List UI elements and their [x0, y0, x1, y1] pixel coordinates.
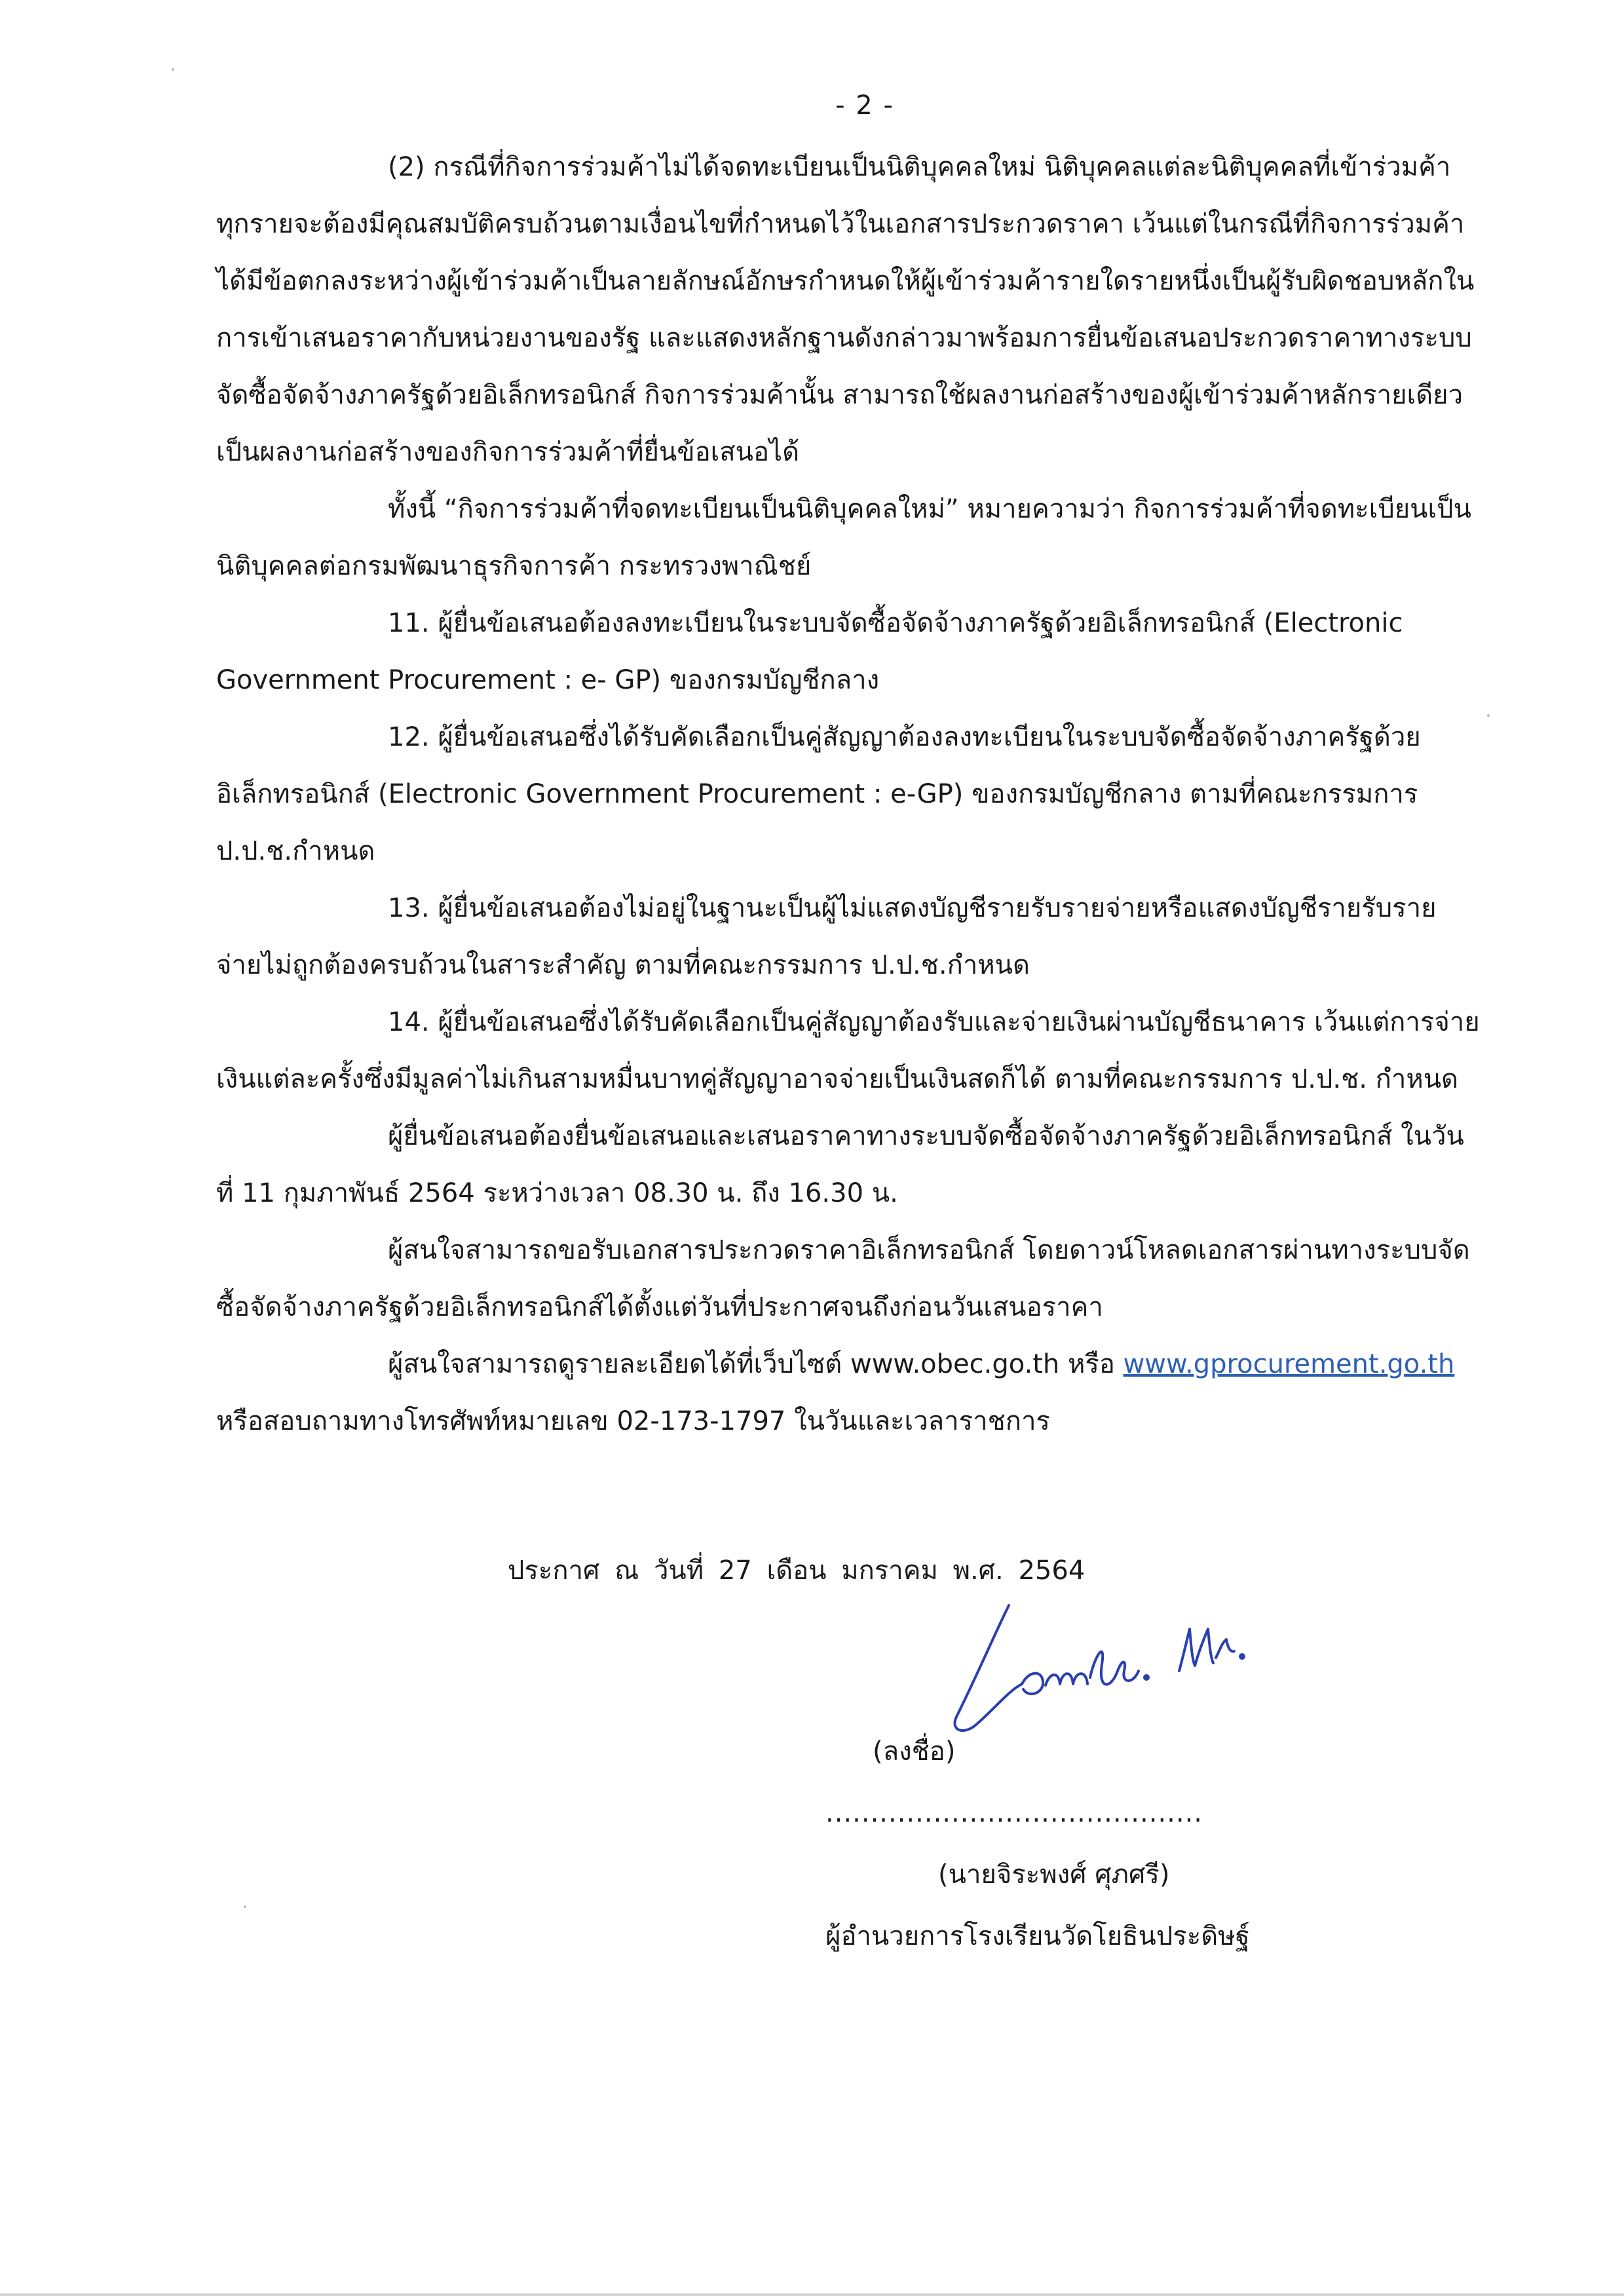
- paragraph-item-12: 12. ผู้ยื่นข้อเสนอซึ่งได้รับคัดเลือกเป็นคู่สัญญาต้องลงทะเบียนในระบบจัดซื้อจัดจ้างภาครัฐด้วยอิเล็กทรอนิกส์ (Electronic Government Procurement : e-GP) ของกรมบัญชีกลาง ตามที่คณะกรรมการ ป.ป.ช.กำหนด: [216, 722, 1421, 866]
- signature-line: [825, 1721, 1323, 1844]
- paragraph-document-download: ผู้สนใจสามารถขอรับเอกสารประกวดราคาอิเล็กทรอนิกส์ โดยดาวน์โหลดเอกสารผ่านทางระบบจัดซื้อจัดจ้างภาครัฐด้วยอิเล็กทรอนิกส์ได้ตั้งแต่วันที่ประกาศจนถึงก่อนวันเสนอราคา: [216, 1235, 1470, 1322]
- contact-text-before: ผู้สนใจสามารถดูรายละเอียดได้ที่เว็บไซต์ www.obec.go.th หรือ: [388, 1349, 1124, 1379]
- scan-speck: [1487, 714, 1490, 717]
- announcement-dateline: ประกาศ ณ วันที่ 27 เดือน มกราคม พ.ศ. 2564: [508, 1556, 1086, 1586]
- scan-speck: [244, 1905, 246, 1908]
- paragraph-item-13: 13. ผู้ยื่นข้อเสนอต้องไม่อยู่ในฐานะเป็นผู้ไม่แสดงบัญชีรายรับรายจ่ายหรือแสดงบัญชีรายรับรายจ่ายไม่ถูกต้องครบถ้วนในสาระสำคัญ ตามที่คณะกรรมการ ป.ป.ช.กำหนด: [216, 893, 1437, 980]
- paragraph-submission-date: ผู้ยื่นข้อเสนอต้องยื่นข้อเสนอและเสนอราคาทางระบบจัดซื้อจัดจ้างภาครัฐด้วยอิเล็กทรอนิกส์ ในวันที่ 11 กุมภาพันธ์ 2564 ระหว่างเวลา 08.30 น. ถึง 16.30 น.: [216, 1121, 1464, 1208]
- signatory-name: (นายจิระพงศ์ ศุภศรี): [938, 1860, 1170, 1890]
- page-number: - 2 -: [835, 90, 894, 121]
- gprocurement-link[interactable]: www.gprocurement.go.th: [1123, 1349, 1455, 1379]
- paragraph-contact: [216, 1336, 1481, 1450]
- signatory-position: ผู้อำนวยการโรงเรียนวัดโยธินประดิษฐ์: [825, 1921, 1250, 1951]
- signature-dotted-line: ..........................................: [825, 1798, 1203, 1828]
- paragraph-item-11: 11. ผู้ยื่นข้อเสนอต้องลงทะเบียนในระบบจัดซื้อจัดจ้างภาครัฐด้วยอิเล็กทรอนิกส์ (Electronic Government Procurement : e- GP) ของกรมบัญชีกลาง: [216, 608, 1403, 695]
- handwritten-signature: [930, 1579, 1336, 1743]
- contact-text-after: หรือสอบถามทางโทรศัพท์หมายเลข 02-173-1797 ในวันและเวลาราชการ: [216, 1406, 1050, 1436]
- signature-block: [825, 1721, 1323, 1967]
- paragraph-joint-venture-definition: ทั้งนี้ “กิจการร่วมค้าที่จดทะเบียนเป็นนิติบุคคลใหม่” หมายความว่า กิจการร่วมค้าที่จดทะเบียนเป็นนิติบุคคลต่อกรมพัฒนาธุรกิจการค้า กระทรวงพาณิชย์: [216, 494, 1471, 581]
- document-body: [216, 139, 1481, 1450]
- paragraph-item-14: 14. ผู้ยื่นข้อเสนอซึ่งได้รับคัดเลือกเป็นคู่สัญญาต้องรับและจ่ายเงินผ่านบัญชีธนาคาร เว้นแต่การจ่ายเงินแต่ละครั้งซึ่งมีมูลค่าไม่เกินสามหมื่นบาทคู่สัญญาอาจจ่ายเป็นเงินสดก็ได้ ตามที่คณะกรรมการ ป.ป.ช. กำหนด: [216, 1007, 1480, 1094]
- paragraph-joint-venture-clause: (2) กรณีที่กิจการร่วมค้าไม่ได้จดทะเบียนเป็นนิติบุคคลใหม่ นิติบุคคลแต่ละนิติบุคคลที่เข้าร่วมค้าทุกรายจะต้องมีคุณสมบัติครบถ้วนตามเงื่อนไขที่กำหนดไว้ในเอกสารประกวดราคา เว้นแต่ในกรณีที่กิจการร่วมค้าได้มีข้อตกลงระหว่างผู้เข้าร่วมค้าเป็นลายลักษณ์อักษรกำหนดให้ผู้เข้าร่วมค้ารายใดรายหนึ่งเป็นผู้รับผิดชอบหลักในการเข้าเสนอราคากับหน่วยงานของรัฐ และแสดงหลักฐานดังกล่าวมาพร้อมการยื่นข้อเสนอประกวดราคาทางระบบจัดซื้อจัดจ้างภาครัฐด้วยอิเล็กทรอนิกส์ กิจการร่วมค้านั้น สามารถใช้ผลงานก่อสร้างของผู้เข้าร่วมค้าหลักรายเดียวเป็นผลงานก่อสร้างของกิจการร่วมค้าที่ยื่นข้อเสนอได้: [216, 152, 1475, 467]
- signature-label: (ลงชื่อ): [873, 1736, 956, 1767]
- scan-bottom-edge: [0, 2293, 1624, 2296]
- scan-speck: [172, 68, 174, 71]
